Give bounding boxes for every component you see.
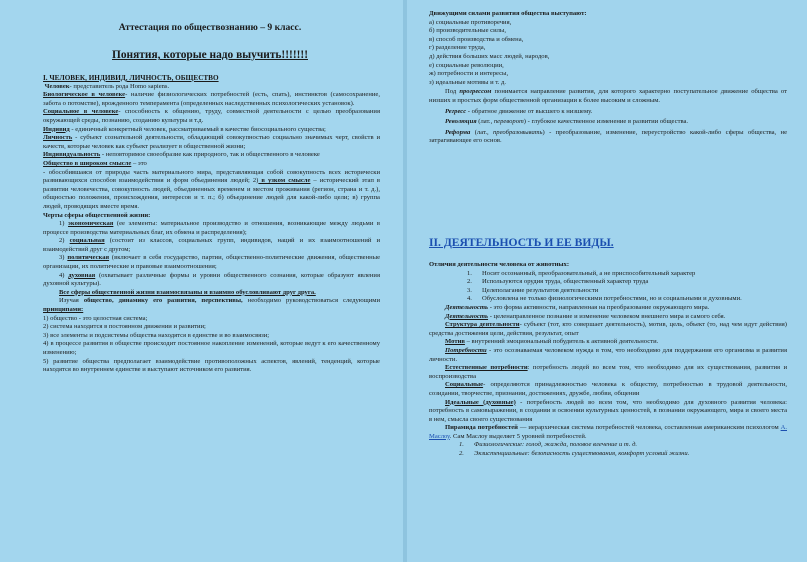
term-individ: Индивид <box>43 125 70 133</box>
definition-revolution <box>429 118 787 127</box>
study-intro-d: принципами: <box>43 306 84 314</box>
study-intro <box>43 297 380 314</box>
difference-item <box>467 287 787 296</box>
spheres-heading: Черты сферы общественной жизни: <box>43 211 151 219</box>
principle-item: 1) общество - это целостная система; <box>43 314 148 322</box>
def-needs: - это осознаваемая человеком нужда в том, что необходимо для поддержания его организма и развития личности. <box>429 346 787 363</box>
maslow-link[interactable]: А. Маслоу <box>429 424 787 440</box>
definition-progress <box>429 88 787 105</box>
def-social-needs: - определяются принадлежностью человека к обществу, потребностью в трудовой деятельности, созидании, творчестве, признании, достижениях, дружбе, любви, общении <box>429 381 787 397</box>
section-2-heading-block <box>429 236 787 250</box>
force-item: ж) потребности и интересы, <box>429 70 509 78</box>
sphere-1-term: экономическая <box>68 220 114 228</box>
principle-item: 2) система находится в постоянном движении и развитии; <box>43 323 206 331</box>
right-page <box>407 0 807 562</box>
term-activity: Деятельность <box>445 303 489 311</box>
sphere-3-term: политическая <box>67 254 110 262</box>
reform-italic: преобразовывать <box>492 128 543 136</box>
difference-text: Обусловлена не только физиологическими потребностями, но и социальными и духовными. <box>482 295 742 303</box>
sphere-3 <box>43 254 380 271</box>
sphere-3-def: (включает в себя государство, партии, общественно-политические движения, общественные организации, их политические и правовые взаимоотношения; <box>43 254 380 271</box>
def-pyramid-b: . Сам Маслоу выделяет 5 уровней потребностей. <box>449 432 587 440</box>
definition-structure <box>429 321 787 338</box>
principle-item: 5) развитие общества предполагает взаимодействие противоположных аспектов, явлений, тенденций, которые находятся во внутреннем единстве и выступают источником его развития. <box>43 357 380 374</box>
term-progress: прогрессом <box>459 88 492 96</box>
study-intro-b: общество, динамику его развития, перспективы, <box>83 297 243 305</box>
def-individ: - единичный конкретный человек, рассматриваемый в качестве биосоциального существа; <box>69 125 326 133</box>
definition-individ <box>43 126 380 135</box>
definition-motive <box>429 338 787 347</box>
difference-num: 3. <box>467 286 472 294</box>
definition-society <box>43 160 380 169</box>
def-structure: - субъект (тот, кто совершает деятельность), мотив, цель, объект (то, над чем идут действия) средства достижения цели, действия, результат, опыт <box>429 321 787 337</box>
term-activity-2: Деятельность <box>445 312 489 320</box>
sphere-2-def: (состоит из классов, социальных групп, индивидов, наций и их взаимоотношений и взаимодействий друг с другом; <box>43 237 380 253</box>
difference-item <box>467 295 787 304</box>
force-item: а) социальные противоречия, <box>429 18 512 26</box>
term-chelovek: Человек <box>44 82 70 90</box>
term-motive: Мотив <box>445 338 465 346</box>
def-pyramid-a: — иерархическая система потребностей человека, составленная американским психологом <box>517 424 781 432</box>
revolution-italic: переворот <box>493 118 524 126</box>
reform-mid: (лат., <box>470 128 493 136</box>
def-natural: : потребность людей во всем том, что необходимо для их существования, развития и воспроизводства <box>429 364 787 380</box>
force-item: г) разделение труда, <box>429 44 486 52</box>
maslow-item <box>459 441 787 450</box>
maslow-item <box>459 450 787 459</box>
page-subtitle: Понятия, которые надо выучить!!!!!!! <box>112 49 308 61</box>
definition-social-needs <box>429 381 787 398</box>
force-item: в) способ производства и обмена, <box>429 35 524 43</box>
def-revolution: ) - глубокое качественное изменение в развитии общества. <box>523 118 689 126</box>
term-needs: Потребности <box>445 346 487 354</box>
force-item: е) социальные революции, <box>429 61 504 69</box>
society-tail: – это <box>131 159 147 167</box>
def-bio: - наличие физиологических потребностей (есть, спать), инстинктов (самосохранение, забота о потомстве), врожденного темперамента (определенных наследственных психологических установок). <box>43 91 380 107</box>
section-1-heading: I. ЧЕЛОВЕК, ИНДИВИД, ЛИЧНОСТЬ, ОБЩЕСТВО <box>43 74 219 82</box>
term-structure: Структура деятельности <box>445 321 520 329</box>
def-activity-2: - целенаправленное познание и изменение человеком внешнего мира и самого себя. <box>488 312 726 320</box>
sphere-2 <box>43 237 380 254</box>
maslow-num: 1. <box>459 441 464 449</box>
force-item: б) производительные силы, <box>429 27 506 35</box>
def-regress: - обратное движение от высшего к низшему. <box>466 107 593 115</box>
def-progress: понимается направление развития, для которого характерно поступательное движение общества от низших и простых форм общественной организации к более высоким и сложным. <box>429 88 787 104</box>
sphere-2-num: 2) <box>59 237 65 245</box>
forces-block <box>429 10 787 146</box>
definition-needs <box>429 347 787 364</box>
term-social-needs: Социальные <box>445 381 484 389</box>
forces-list <box>429 19 787 88</box>
term-reform: Реформа <box>445 128 471 136</box>
difference-num: 1. <box>467 269 472 277</box>
def-lichnost: - субъект сознательной деятельности, обладающий совокупностью социально значимых черт, свойств и качеств, которые человек как субъект реализует в общественной жизни; <box>43 134 380 150</box>
page-title: Аттестация по обществознанию – 9 класс. <box>118 22 302 33</box>
term-ideal: Идеальные (духовные) <box>445 398 516 406</box>
sphere-4-num: 4) <box>59 271 65 279</box>
force-item: д) действия больших масс людей, народов, <box>429 52 550 60</box>
def-society-narrow: – исторический этап в развитии человечества, совокупность людей, объединенных временем и местом проживания (регион, страна и т. д.), общностью положения, происхождения, интересов и т. п.; б) объединение людей для какой-либо цели; в) группа людей, проводящих вместе время. <box>43 177 380 210</box>
maslow-text: Физиологические: голод, жажда, половое влечение и т. д. <box>474 441 638 449</box>
difference-num: 2. <box>467 278 472 286</box>
definition-reform <box>429 129 787 146</box>
term-society-broad: Общество в широком смысле <box>43 159 132 167</box>
differences-heading: Отличия деятельности человека от животных: <box>429 261 570 268</box>
sphere-4-def: (охватывает различные формы и уровни общественного сознания, которые образуют явления духовной культуры). <box>43 271 380 288</box>
difference-text: Используются орудия труда, общественный характер труда <box>482 278 649 286</box>
def-ideal: - потребность людей во всем том, что необходимо для духовного развития человека: потребность в самовыражении, в создании и освоении культурных ценностей, в познании окружающего, мира и своего места в нем, смысла своего существования <box>429 398 787 423</box>
definition-bio <box>43 91 380 108</box>
term-regress: Регресс <box>445 107 467 115</box>
sphere-2-term: социальная <box>69 237 105 245</box>
term-pyramid: Пирамида потребностей <box>445 424 518 432</box>
force-item: з) идеальные мотивы и т. д. <box>429 78 507 86</box>
def-society-broad: - обособившаяся от природы часть материального мира, представляющая собой совокупность всех исторически развивающихся способов взаимодействия и форм объединения людей; 2) <box>43 168 380 185</box>
differences-list <box>467 270 787 304</box>
definition-society-body <box>43 169 380 212</box>
principle-item: 3) все элементы и подсистемы общества находятся в единстве и во взаимосвязи; <box>43 331 270 339</box>
difference-text: Целеполагание результатов деятельности <box>482 286 599 294</box>
def-soc: - способность к общению, труду, совместной деятельности с целью преобразования окружающей среды, познанию, созданию культуры и т.д. <box>43 108 380 124</box>
section-2-heading: II. ДЕЯТЕЛЬНОСТЬ И ЕЕ ВИДЫ. <box>429 236 614 249</box>
term-individuality: Индивидуальность <box>43 151 101 159</box>
maslow-list <box>459 441 787 458</box>
header-block <box>40 22 380 62</box>
study-intro-c: необходимо руководствоваться следующими <box>242 297 380 305</box>
def-activity: - это форма активности, направленная на преобразование окружающего мира. <box>488 303 710 311</box>
sphere-1-num: 1) <box>59 220 65 228</box>
definition-soc <box>43 108 380 125</box>
definition-chelovek <box>43 83 380 92</box>
principle-item: 4) в процессе развития в обществе происходит постоянное накопление изменений, которые ведут к его качественному изменению; <box>43 340 380 356</box>
revolution-mid: (лат., <box>476 118 494 126</box>
definition-lichnost <box>43 134 380 151</box>
section-2 <box>429 261 787 459</box>
term-natural: Естественные потребности <box>445 364 528 372</box>
maslow-num: 2. <box>459 450 464 458</box>
definition-regress <box>429 108 787 117</box>
definition-pyramid <box>429 424 787 441</box>
progress-a: Под <box>445 88 460 96</box>
sphere-4-term: духовная <box>68 271 96 279</box>
sphere-3-num: 3) <box>59 254 65 262</box>
sphere-4 <box>43 272 380 289</box>
definition-activity <box>429 304 787 313</box>
definition-natural <box>429 364 787 381</box>
term-lichnost: Личность <box>43 134 73 142</box>
term-revolution: Революция <box>445 118 477 126</box>
def-individuality: - неповторимое своеобразие как природного, так и общественного в человеке <box>100 151 320 159</box>
study-intro-a: Изучая <box>59 297 84 305</box>
term-soc: Социальное в человеке <box>43 108 119 116</box>
maslow-text: Экзистенциальные: безопасность существования, комфорт условий жизни. <box>474 450 690 458</box>
def-chelovek: - представитель рода Homo sapiens. <box>69 82 170 90</box>
section-1 <box>43 74 380 375</box>
spheres-note: Все сферы общественной жизни взаимосвязаны и взаимно обусловливают друг друга. <box>59 288 316 296</box>
difference-num: 4. <box>467 295 472 303</box>
difference-text: Носит осознанный, преобразовательный, а не приспособительный характер <box>482 269 696 277</box>
difference-item <box>467 270 787 279</box>
sphere-1-def: (ее элементы: материальное производство и отношения, возникающие между людьми в процессе производства материальных благ, их обмена и распределения); <box>43 220 380 236</box>
definition-individuality <box>43 151 380 160</box>
def-reform: ) - преобразование, изменение, переустройство какой-либо сферы общества, не затрагивающее его основ. <box>429 128 787 145</box>
principles-list <box>43 315 380 375</box>
sphere-1 <box>43 220 380 237</box>
term-society-narrow: в узком смысле <box>258 177 311 185</box>
definition-activity-2 <box>429 313 787 322</box>
term-bio: Биологическое в человеке <box>43 91 126 99</box>
def-motive: – внутренний эмоциональный побудитель к активной деятельности. <box>464 338 659 346</box>
difference-item <box>467 278 787 287</box>
definition-ideal <box>429 399 787 425</box>
forces-heading: Движущими силами развития общества выступают: <box>429 10 587 17</box>
